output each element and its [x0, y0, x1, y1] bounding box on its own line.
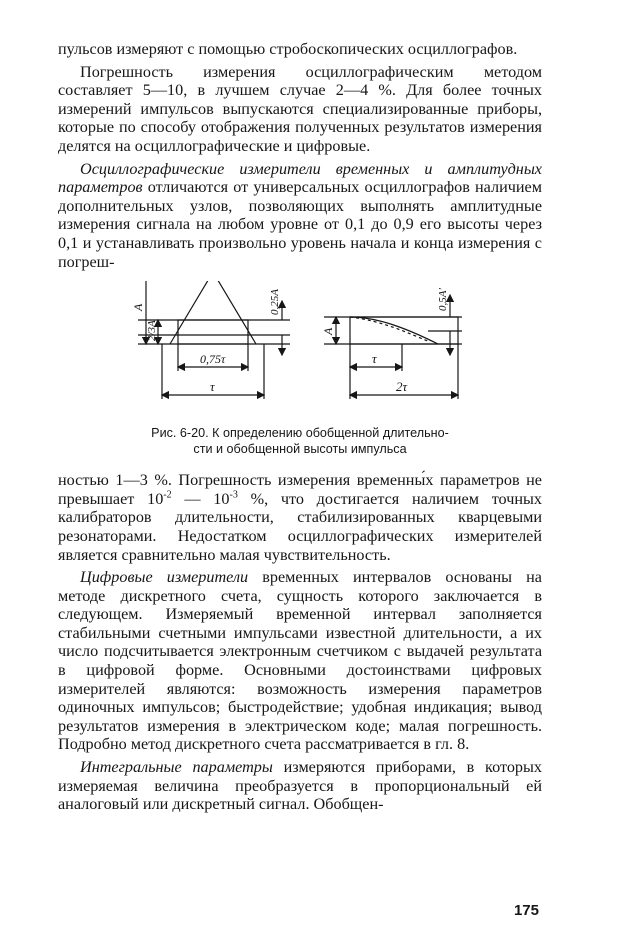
paragraph-3 — [58, 160, 542, 272]
label-tau-left: τ — [210, 379, 215, 395]
paragraph-5-text: временных интервалов основаны на методе дискретного счета, сущность которого заключается в следующем. Измеряемый временной интервал заполняется стабильными счетными импульсами известной длительности, а их число подсчитывается электронным счетчиком с выдачей результата в цифровой форме. Основными достоинствами цифровых измерителей являются: возможность измерения параметров одиночных импульсов; быстродействие; удобная индикация; вывод результатов измерения в электрическом коде; малая погрешность. Подробно метод дискретного счета рассматривается в гл. 8. — [58, 568, 542, 754]
label-tau-right: τ — [372, 351, 377, 367]
paragraph-5-italic-lead: Цифровые измерители — [80, 568, 249, 587]
label-half-A-prime: 0,5A′ — [437, 288, 449, 312]
paragraph-6 — [58, 758, 542, 814]
paragraph-4-a: ностью 1—3 %. Погрешность измерения временны́х параметров не превышает 10 — [58, 471, 542, 508]
figure-caption — [98, 425, 502, 457]
label-quarter-A: 0,25A — [269, 289, 281, 316]
page-number: 175 — [513, 902, 539, 919]
paragraph-3-text: отличаются от универсальных осциллографов наличием дополнительных узлов, позволяющих выполнять амплитудные измерения сигнала на любом уровне от 0,1 до 0,9 его высоты через 0,1 и устанавливать произвольно уровень начала и конца измерения с погреш- — [58, 178, 542, 271]
paragraph-3-italic-lead: Осциллографические измерители временных и амплитудных параметров — [58, 159, 542, 197]
paragraph-4-sup1: -2 — [163, 489, 172, 501]
paragraph-4-sup2: -3 — [229, 489, 238, 501]
caption-line-2: сти и обобщенной высоты импульса — [193, 442, 407, 457]
paragraph-4 — [58, 471, 542, 564]
label-2tau: 2τ — [396, 379, 408, 395]
paragraph-6-text: измеряются приборами, в которых измеряемая величина преобразуется в пропорциональный ей аналоговый или дискретный сигнал. Обобщен- — [58, 758, 542, 814]
label-A-right: A — [321, 327, 335, 336]
label-two-thirds-A: 2/3A — [146, 320, 158, 342]
paragraph-2: Погрешность измерения осциллографическим методом составляет 5—10, в лучшем случае 2—4 %. Для более точных измерений импульсов выпускаются специализированные приборы, которые по способу отображения полученных результатов измерения делятся на осциллографические и цифровые. — [58, 62, 542, 155]
right-dashed-curve — [350, 317, 430, 342]
paragraph-5 — [58, 568, 542, 754]
figure-6-20 — [58, 281, 542, 471]
label-A-left: A — [131, 303, 145, 312]
paragraph-4-b: %, что достигается наличием точных калибраторов длительности, стабилизированных кварцевыми резонаторами. Недостатком осциллографических измерителей является сравнительно малая чувствительность. — [58, 489, 543, 564]
paragraph-4-mid: — 10 — [171, 489, 230, 508]
caption-line-1: Рис. 6-20. К определению обобщенной длительно- — [151, 426, 449, 441]
paragraph-1: пульсов измеряют с помощью стробоскопических осциллографов. — [58, 40, 518, 58]
label-075-tau: 0,75τ — [200, 352, 226, 367]
page-body — [58, 40, 542, 814]
left-rectangle — [178, 320, 248, 344]
paragraph-6-italic-lead: Интегральные параметры — [80, 758, 273, 777]
